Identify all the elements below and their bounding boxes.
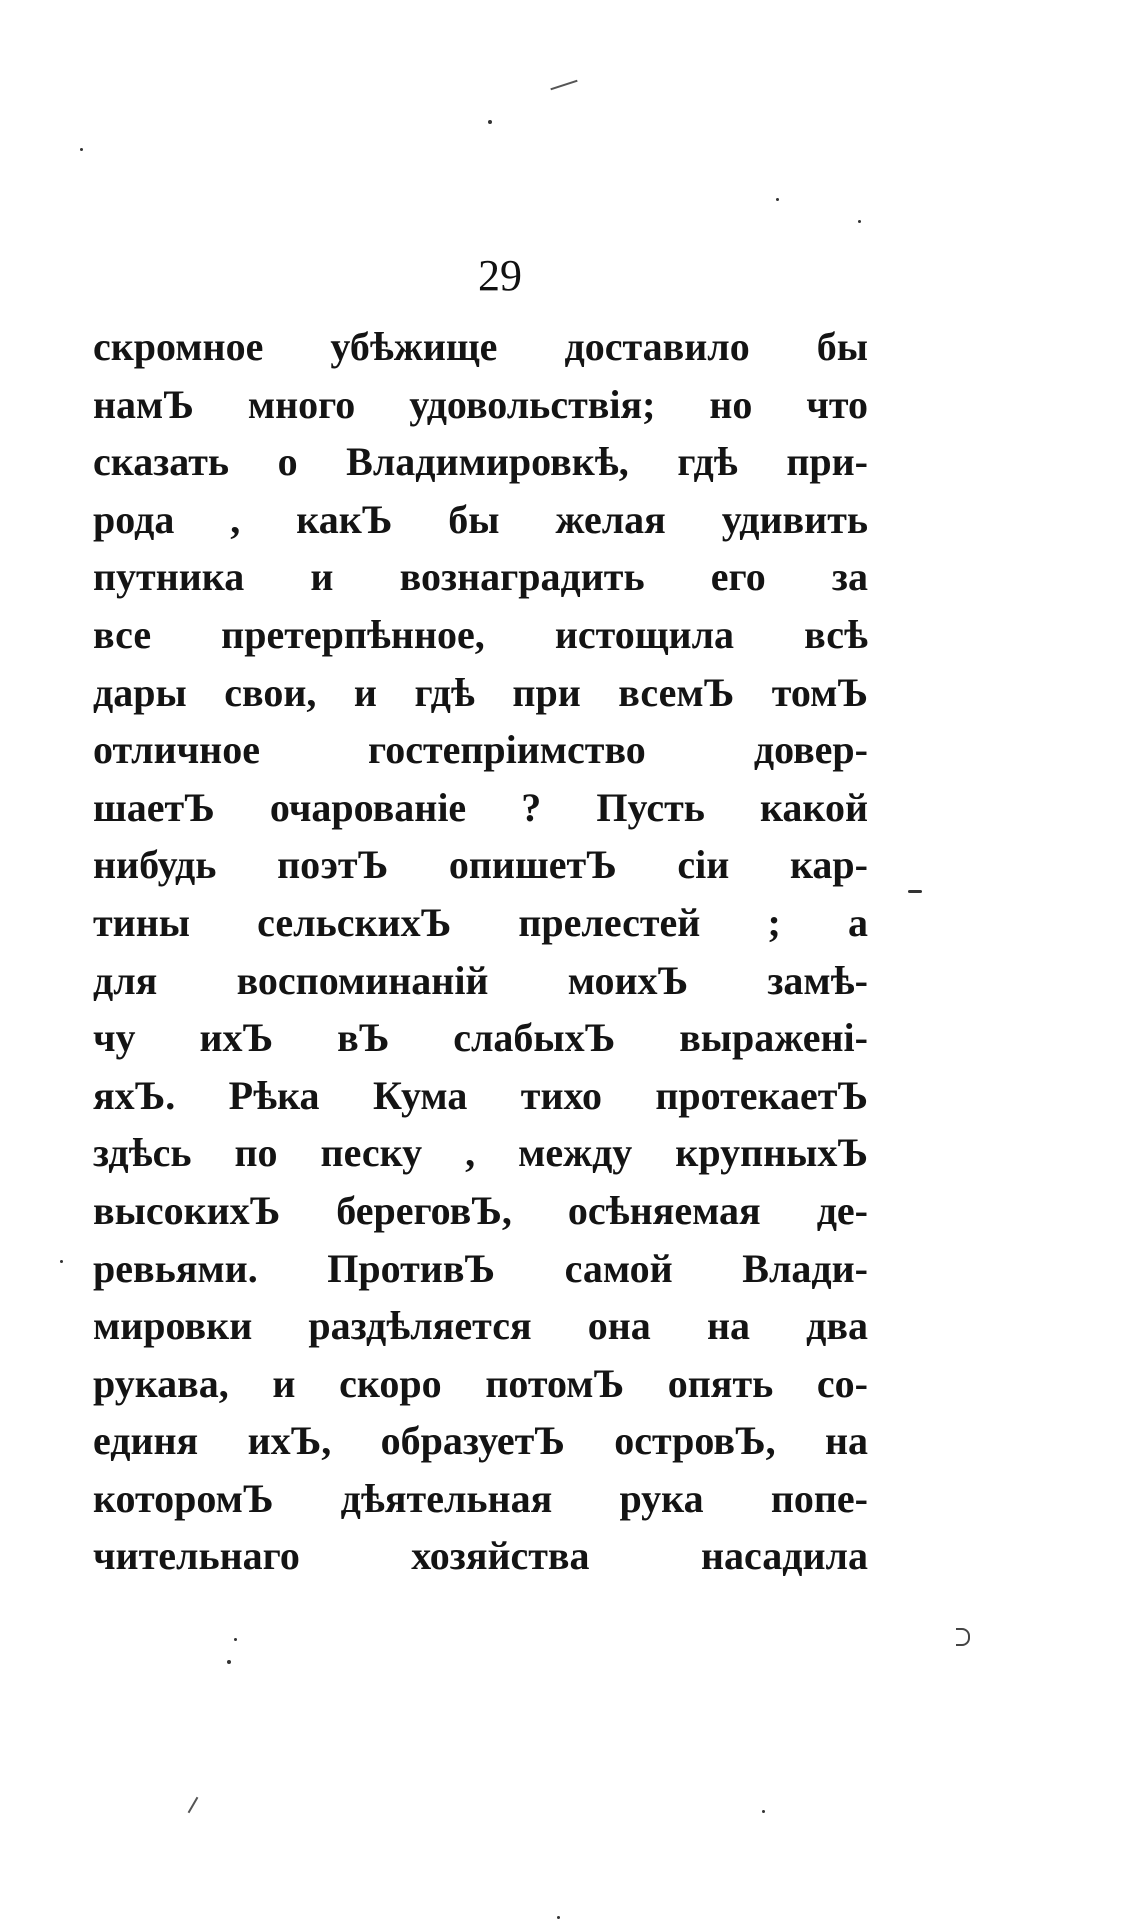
page-number: 29 xyxy=(478,251,522,300)
scan-speck xyxy=(776,198,779,201)
text-line: шаетЪ очарованіе ? Пусть какой xyxy=(93,784,868,830)
text-line: ревьями. ПротивЪ самой Влади- xyxy=(93,1245,868,1291)
text-line: намЪ много удовольствія; но что xyxy=(93,381,868,427)
scan-speck xyxy=(488,120,492,124)
text-line: путника и вознаградить его за xyxy=(93,554,868,600)
scan-mark xyxy=(188,1797,199,1814)
text-line: дары свои, и гдѣ при всемЪ томЪ xyxy=(93,669,868,715)
text-line: для воспоминаній моихЪ замѣ- xyxy=(93,957,868,1003)
text-line: высокихЪ береговЪ, осѣняемая де- xyxy=(93,1187,868,1233)
text-line: сказать о Владимировкѣ, гдѣ при- xyxy=(93,439,868,485)
scan-speck xyxy=(60,1260,63,1263)
text-line: отличное гостепріимство довер- xyxy=(93,727,868,773)
text-line: которомЪ дѣятельная рука попе- xyxy=(93,1475,868,1521)
text-line: единя ихЪ, образуетЪ островЪ, на xyxy=(93,1418,868,1464)
text-line: нибудь поэтЪ опишетЪ сіи кар- xyxy=(93,842,868,888)
text-line: чу ихЪ вЪ слабыхЪ выражені- xyxy=(93,1015,868,1061)
text-line: скромное убѣжище доставило бы xyxy=(93,324,868,369)
scan-speck xyxy=(234,1638,237,1641)
text-line: чительнаго хозяйства насадила xyxy=(93,1533,868,1579)
text-line: тины сельскихЪ прелестей ; а xyxy=(93,899,868,945)
scan-speck xyxy=(227,1660,231,1664)
scan-mark xyxy=(550,80,577,91)
scan-mark xyxy=(956,1628,970,1646)
text-line: здѣсь по песку , между крупныхЪ xyxy=(93,1130,868,1176)
scan-speck xyxy=(858,220,861,223)
scan-speck xyxy=(762,1810,765,1813)
text-line: рукава, и скоро потомЪ опять со- xyxy=(93,1360,868,1406)
scan-speck xyxy=(908,890,922,893)
text-line: рода , какЪ бы желая удивить xyxy=(93,496,868,542)
text-line: мировки раздѣляется она на два xyxy=(93,1303,868,1349)
scan-speck xyxy=(557,1916,560,1919)
text-line: яхЪ. Рѣка Кума тихо протекаетЪ xyxy=(93,1072,868,1118)
body-text xyxy=(93,318,868,1585)
text-line: все претерпѣнное, истощила всѣ xyxy=(93,611,868,657)
scan-speck xyxy=(80,148,83,151)
